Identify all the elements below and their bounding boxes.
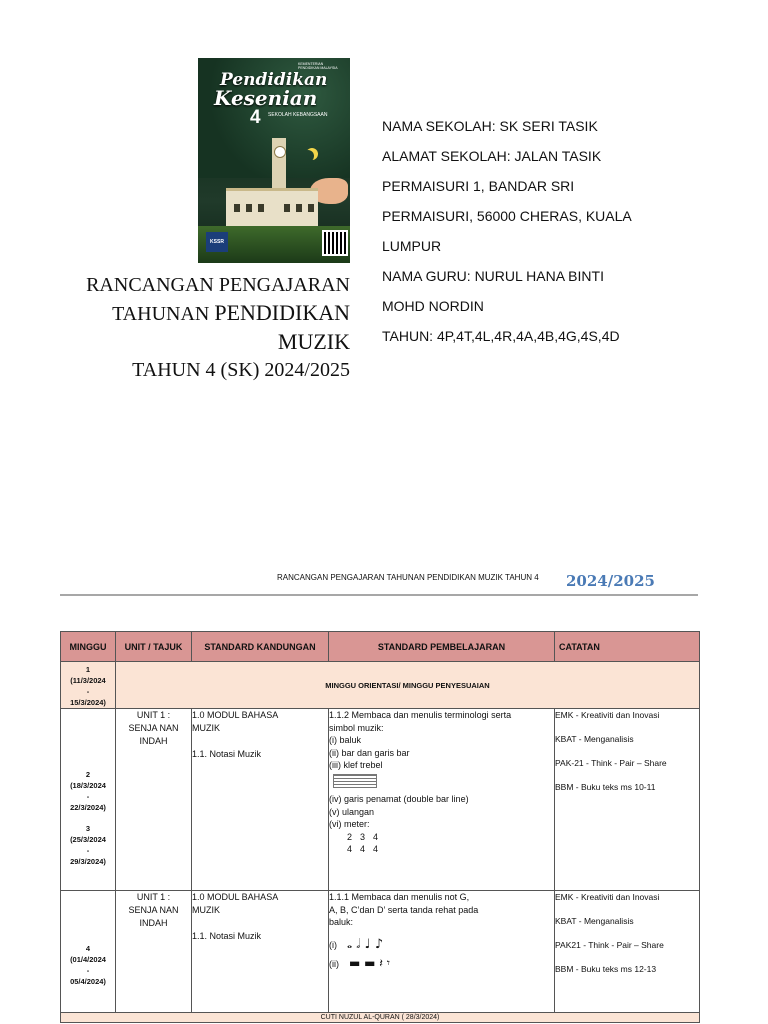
sp-line: (ii) bar dan garis bar	[329, 747, 410, 758]
week-date-start: (11/3/2024	[70, 676, 106, 685]
sp-line: (i) baluk	[329, 735, 362, 745]
cover-clock	[274, 146, 286, 158]
sp-item-label: (i)	[329, 939, 337, 950]
catatan-line: BBM - Buku teks ms 12-13	[555, 964, 657, 974]
document-title	[86, 271, 350, 384]
school-info-line: TAHUN: 4P,4T,4L,4R,4A,4B,4G,4S,4D	[382, 328, 620, 344]
notes-row	[329, 936, 554, 952]
school-info-line: PERMAISURI, 56000 CHERAS, KUALA	[382, 208, 632, 224]
sk-line: MUZIK	[192, 723, 220, 733]
title-line2	[86, 299, 350, 328]
music-staff-image	[333, 774, 377, 788]
cover-title-line2: Kesenian	[214, 86, 318, 110]
sp-line: 1.1.1 Membaca dan menulis not G,	[329, 892, 470, 902]
unit-cell	[116, 891, 192, 1013]
page-header-text: RANCANGAN PENGAJARAN TAHUNAN PENDIDIKAN MUZIK TAHUN 4	[277, 573, 539, 582]
standard-pembelajaran-cell	[329, 709, 555, 891]
cover-window	[308, 204, 314, 212]
catatan-line: BBM - Buku teks ms 10-11	[555, 782, 656, 792]
title-line2-a: TAHUNAN	[112, 303, 215, 325]
cover-window	[284, 204, 290, 212]
cover-crest-text: KEMENTERIAN PENDIDIKAN MALAYSIA	[298, 62, 338, 70]
unit-line: UNIT 1 :	[136, 710, 171, 720]
music-rests-image: ▬ ▬ 𝄽 𝄾	[349, 956, 390, 970]
title-line2-b: PENDIDIKAN	[214, 300, 350, 325]
sp-item-label: (ii)	[329, 959, 339, 969]
sp-line: baluk:	[329, 917, 354, 927]
week-date-start: (25/3/2024	[70, 835, 106, 844]
catatan-cell	[555, 709, 700, 891]
week-date-dash: -	[86, 966, 90, 975]
table-row-cuti	[61, 1013, 700, 1023]
unit-line: SENJA NAN	[128, 905, 179, 915]
sp-line: (v) ulangan	[329, 806, 375, 817]
sk-line: 1.0 MODUL BAHASA	[192, 892, 279, 902]
rests-row	[329, 957, 554, 971]
catatan-line: KBAT - Menganalisis	[555, 916, 634, 926]
week-date-dash: -	[86, 792, 90, 801]
unit-cell	[116, 709, 192, 891]
cover-subtitle: SEKOLAH KEBANGSAAN	[268, 112, 328, 118]
week-cell	[61, 709, 116, 891]
standard-pembelajaran-cell	[329, 891, 555, 1013]
spacer	[61, 813, 115, 823]
sp-line: 1.1.2 Membaca dan menulis terminologi serta	[329, 710, 512, 720]
unit-line: INDAH	[139, 918, 168, 928]
school-info-line: NAMA GURU: NURUL HANA BINTI	[382, 268, 604, 284]
school-info-line: NAMA SEKOLAH: SK SERI TASIK	[382, 118, 598, 134]
catatan-line: PAK-21 - Think - Pair – Share	[555, 758, 667, 768]
unit-line: INDAH	[139, 736, 168, 746]
title-line4: TAHUN 4 (SK) 2024/2025	[132, 359, 350, 381]
cover-moon	[302, 150, 314, 162]
sk-line: 1.1. Notasi Muzik	[192, 749, 262, 759]
catatan-line: PAK21 - Think - Pair – Share	[555, 940, 664, 950]
week-cell	[61, 891, 116, 1013]
week-date-end: 05/4/2024)	[70, 977, 106, 986]
cover-window	[258, 204, 264, 212]
spacer	[192, 917, 328, 930]
week-date-dash: -	[86, 687, 90, 696]
cover-window	[296, 204, 302, 212]
meter-top: 234	[347, 831, 387, 842]
header-catatan: CATATAN	[555, 632, 700, 662]
title-line3: MUZIK	[277, 329, 350, 354]
cuti-label: CUTI NUZUL AL-QURAN ( 28/3/2024)	[61, 1013, 700, 1023]
catatan-line: EMK - Kreativiti dan Inovasi	[555, 710, 660, 720]
spacer	[192, 735, 328, 748]
sk-line: MUZIK	[192, 905, 220, 915]
week-number: 4	[85, 944, 91, 953]
week-date-end: 22/3/2024)	[70, 803, 106, 812]
music-notes-image: 𝅝 𝅗𝅥 ♩ ♪	[347, 936, 384, 952]
unit-line: SENJA NAN	[128, 723, 179, 733]
header-standard-kandungan: STANDARD KANDUNGAN	[192, 632, 329, 662]
standard-kandungan-cell	[192, 891, 329, 1013]
sp-line: (iii) klef trebel	[329, 760, 383, 770]
school-info	[382, 111, 682, 351]
sp-line: simbol muzik:	[329, 722, 384, 733]
sk-line: 1.0 MODUL BAHASA	[192, 710, 279, 720]
school-info-line: ALAMAT SEKOLAH: JALAN TASIK	[382, 148, 602, 164]
sk-line: 1.1. Notasi Muzik	[192, 931, 262, 941]
header-divider	[60, 594, 698, 596]
unit-line: UNIT 1 :	[136, 892, 171, 902]
catatan-line: EMK - Kreativiti dan Inovasi	[555, 892, 660, 902]
cover-window	[234, 204, 240, 212]
catatan-line: KBAT - Menganalisis	[555, 734, 634, 744]
table-row	[61, 709, 700, 891]
catatan-cell	[555, 891, 700, 1013]
week-number: 3	[85, 824, 91, 833]
week-date-end: 29/3/2024)	[70, 857, 106, 866]
week-number: 1	[85, 665, 91, 674]
book-cover-image	[198, 58, 350, 263]
week-date-start: (18/3/2024	[70, 781, 106, 790]
week-number: 2	[85, 770, 91, 779]
cover-qr-code	[322, 230, 348, 256]
standard-kandungan-cell	[192, 709, 329, 891]
header-minggu: MINGGU	[61, 632, 116, 662]
page-header-year: 2024/2025	[566, 572, 655, 590]
table-row-orientation	[61, 662, 700, 709]
cover-title-line1: Pendidikan	[220, 70, 328, 90]
school-info-line: MOHD NORDIN	[382, 298, 484, 314]
cover-kssr-badge: KSSR	[206, 232, 228, 252]
school-info-line: PERMAISURI 1, BANDAR SRI	[382, 178, 575, 194]
cover-year-number: 4	[250, 107, 261, 128]
meter-bottom: 444	[347, 844, 387, 854]
sp-line: A, B, C’dan D’ serta tanda rehat pada	[329, 904, 479, 915]
table-row	[61, 891, 700, 1013]
week-date-end: 15/3/2024)	[70, 698, 106, 707]
week-cell	[61, 662, 116, 709]
week-date-dash: -	[86, 846, 90, 855]
header-unit: UNIT / TAJUK	[116, 632, 192, 662]
title-line1: RANCANGAN PENGAJARAN	[86, 274, 350, 296]
orientation-label: MINGGU ORIENTASI/ MINGGU PENYESUAIAN	[116, 662, 700, 709]
school-info-line: LUMPUR	[382, 238, 442, 254]
sp-line: (vi) meter:	[329, 819, 370, 829]
plan-table	[60, 631, 700, 1023]
table-header-row	[61, 632, 700, 662]
cover-window	[246, 204, 252, 212]
header-standard-pembelajaran: STANDARD PEMBELAJARAN	[329, 632, 555, 662]
sp-line: (iv) garis penamat (double bar line)	[329, 794, 469, 804]
week-date-start: (01/4/2024	[70, 955, 106, 964]
